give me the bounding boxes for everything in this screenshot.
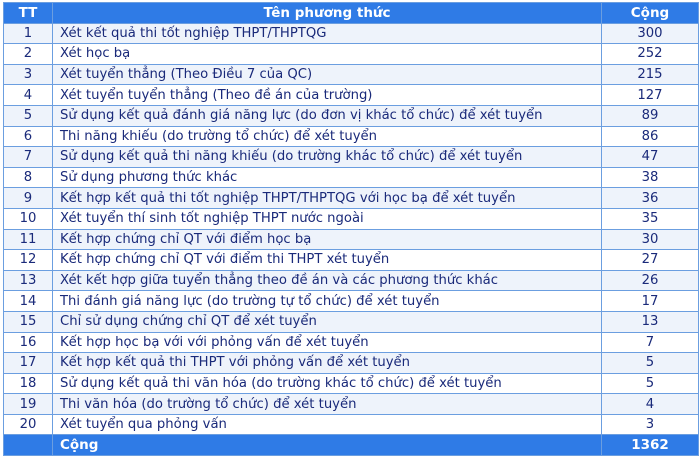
row-name: Sử dụng phương thức khác bbox=[53, 167, 602, 188]
row-name: Kết hợp học bạ với với phỏng vấn để xét tuyển bbox=[53, 332, 602, 353]
row-tt: 4 bbox=[4, 85, 53, 106]
row-count: 27 bbox=[602, 250, 699, 271]
row-name: Xét tuyển qua phỏng vấn bbox=[53, 414, 602, 435]
table-row bbox=[4, 167, 699, 188]
row-name: Thi văn hóa (do trường tổ chức) để xét tuyển bbox=[53, 394, 602, 415]
row-tt: 17 bbox=[4, 353, 53, 374]
header-row bbox=[4, 3, 699, 24]
row-name: Sử dụng kết quả thi văn hóa (do trường khác tổ chức) để xét tuyển bbox=[53, 373, 602, 394]
row-count: 5 bbox=[602, 353, 699, 374]
row-count: 47 bbox=[602, 147, 699, 168]
table-row bbox=[4, 85, 699, 106]
table-row bbox=[4, 208, 699, 229]
row-name: Thi năng khiếu (do trường tổ chức) để xét tuyển bbox=[53, 126, 602, 147]
table-row bbox=[4, 147, 699, 168]
row-name: Chỉ sử dụng chứng chỉ QT để xét tuyển bbox=[53, 311, 602, 332]
row-count: 5 bbox=[602, 373, 699, 394]
row-tt: 20 bbox=[4, 414, 53, 435]
row-count: 215 bbox=[602, 64, 699, 85]
row-name: Xét tuyển tuyển thẳng (Theo đề án của trường) bbox=[53, 85, 602, 106]
row-tt: 16 bbox=[4, 332, 53, 353]
row-name: Kết hợp kết quả thi tốt nghiệp THPT/THPTQG với học bạ để xét tuyển bbox=[53, 188, 602, 209]
row-name: Xét học bạ bbox=[53, 44, 602, 65]
row-count: 3 bbox=[602, 414, 699, 435]
footer-row bbox=[4, 435, 699, 456]
row-tt: 15 bbox=[4, 311, 53, 332]
table-row bbox=[4, 105, 699, 126]
row-tt: 8 bbox=[4, 167, 53, 188]
row-tt: 11 bbox=[4, 229, 53, 250]
row-count: 300 bbox=[602, 23, 699, 44]
row-tt: 1 bbox=[4, 23, 53, 44]
table-body bbox=[4, 23, 699, 435]
table-row bbox=[4, 229, 699, 250]
footer-label: Cộng bbox=[53, 435, 602, 456]
row-tt: 10 bbox=[4, 208, 53, 229]
row-tt: 5 bbox=[4, 105, 53, 126]
row-tt: 3 bbox=[4, 64, 53, 85]
row-tt: 19 bbox=[4, 394, 53, 415]
row-count: 7 bbox=[602, 332, 699, 353]
row-name: Xét tuyển thẳng (Theo Điều 7 của QC) bbox=[53, 64, 602, 85]
row-name: Xét tuyển thí sinh tốt nghiệp THPT nước ngoài bbox=[53, 208, 602, 229]
table-row bbox=[4, 332, 699, 353]
row-name: Sử dụng kết quả đánh giá năng lực (do đơn vị khác tổ chức) để xét tuyển bbox=[53, 105, 602, 126]
table-row bbox=[4, 311, 699, 332]
header-name: Tên phương thức bbox=[53, 3, 602, 24]
row-count: 86 bbox=[602, 126, 699, 147]
row-name: Sử dụng kết quả thi năng khiếu (do trường khác tổ chức) để xét tuyển bbox=[53, 147, 602, 168]
table-row bbox=[4, 373, 699, 394]
table-row bbox=[4, 353, 699, 374]
row-name: Xét kết quả thi tốt nghiệp THPT/THPTQG bbox=[53, 23, 602, 44]
table-row bbox=[4, 270, 699, 291]
header-tt: TT bbox=[4, 3, 53, 24]
row-tt: 9 bbox=[4, 188, 53, 209]
row-count: 36 bbox=[602, 188, 699, 209]
row-count: 13 bbox=[602, 311, 699, 332]
row-name: Thi đánh giá năng lực (do trường tự tổ chức) để xét tuyển bbox=[53, 291, 602, 312]
row-tt: 18 bbox=[4, 373, 53, 394]
row-count: 4 bbox=[602, 394, 699, 415]
footer-total: 1362 bbox=[602, 435, 699, 456]
footer-spacer bbox=[4, 435, 53, 456]
table-row bbox=[4, 23, 699, 44]
row-tt: 7 bbox=[4, 147, 53, 168]
row-name: Kết hợp kết quả thi THPT với phỏng vấn để xét tuyển bbox=[53, 353, 602, 374]
table-row bbox=[4, 126, 699, 147]
methods-table bbox=[3, 2, 699, 456]
row-tt: 2 bbox=[4, 44, 53, 65]
table-row bbox=[4, 250, 699, 271]
row-tt: 12 bbox=[4, 250, 53, 271]
row-tt: 14 bbox=[4, 291, 53, 312]
row-count: 26 bbox=[602, 270, 699, 291]
row-name: Xét kết hợp giữa tuyển thẳng theo đề án và các phương thức khác bbox=[53, 270, 602, 291]
row-count: 127 bbox=[602, 85, 699, 106]
table-row bbox=[4, 44, 699, 65]
row-count: 35 bbox=[602, 208, 699, 229]
table-row bbox=[4, 414, 699, 435]
row-count: 17 bbox=[602, 291, 699, 312]
row-name: Kết hợp chứng chỉ QT với điểm học bạ bbox=[53, 229, 602, 250]
row-tt: 6 bbox=[4, 126, 53, 147]
row-tt: 13 bbox=[4, 270, 53, 291]
row-name: Kết hợp chứng chỉ QT với điểm thi THPT xét tuyển bbox=[53, 250, 602, 271]
row-count: 30 bbox=[602, 229, 699, 250]
table-row bbox=[4, 394, 699, 415]
row-count: 252 bbox=[602, 44, 699, 65]
header-count: Cộng bbox=[602, 3, 699, 24]
table-row bbox=[4, 188, 699, 209]
row-count: 89 bbox=[602, 105, 699, 126]
table-row bbox=[4, 64, 699, 85]
table-row bbox=[4, 291, 699, 312]
row-count: 38 bbox=[602, 167, 699, 188]
